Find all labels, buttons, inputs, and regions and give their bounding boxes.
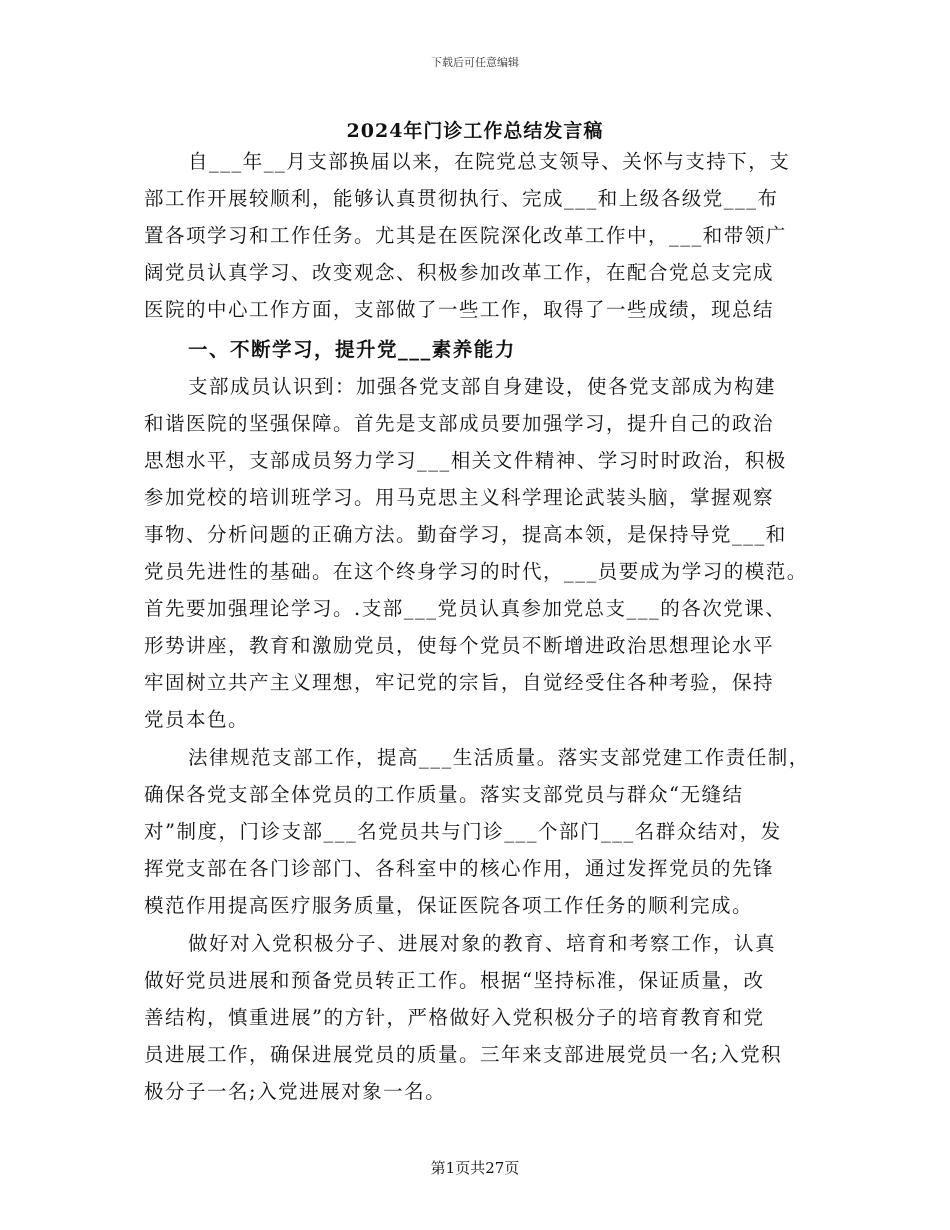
section-heading: 一、不断学习，提升党___素养能力 [188, 338, 516, 361]
paragraph-line: 员进展工作，确保进展党员的质量。三年来支部进展党员一名;入党积 [144, 1043, 783, 1066]
paragraph-line: 形势讲座，教育和激励党员，使每个党员不断增进政治思想理论水平 [144, 634, 775, 657]
paragraph-line: 做好党员进展和预备党员转正工作。根据“坚持标准，保证质量，改 [144, 969, 765, 992]
paragraph-line: 自___年__月支部换届以来，在院党总支领导、关怀与支持下，支 [188, 150, 791, 173]
paragraph-line: 模范作用提高医疗服务质量，保证医院各项工作任务的顺利完成。 [144, 894, 754, 917]
page-number-footer: 第1页共27页 [430, 1159, 520, 1177]
paragraph-line: 阔党员认真学习、改变观念、积极参加改革工作，在配合党总支完成 [144, 261, 775, 284]
paragraph-line: 置各项学习和工作任务。尤其是在医院深化改革工作中，___和带领广 [144, 224, 787, 247]
paragraph-line: 部工作开展较顺利，能够认真贯彻执行、完成___和上级各级党___布 [144, 187, 779, 210]
paragraph-line: 对”制度，门诊支部___名党员共与门诊___个部门___名群众结对，发 [144, 820, 782, 843]
paragraph-line: 支部成员认识到：加强各党支部自身建设，使各党支部成为构建 [188, 375, 777, 398]
paragraph-line: 党员本色。 [144, 708, 250, 731]
paragraph-line: 挥党支部在各门诊部门、各科室中的核心作用，通过发挥党员的先锋 [144, 857, 775, 880]
header-note: 下载后可任意编辑 [431, 56, 519, 69]
paragraph-line: 善结构，慎重进展”的方针，严格做好入党积极分子的培育教育和党 [144, 1006, 765, 1029]
paragraph-line: 参加党校的培训班学习。用马克思主义科学理论武装头脑，掌握观察 [144, 486, 775, 509]
paragraph-line: 确保各党支部全体党员的工作质量。落实支部党员与群众“无缝结 [144, 783, 744, 806]
paragraph-line: 医院的中心工作方面，支部做了一些工作，取得了一些成绩，现总结 [144, 298, 775, 321]
paragraph-line: 首先要加强理论学习。.支部___党员认真参加党总支___的各次党课、 [144, 597, 787, 620]
paragraph-line: 法律规范支部工作，提高___生活质量。落实支部党建工作责任制， [188, 746, 810, 769]
paragraph-line: 事物、分析问题的正确方法。勤奋学习，提高本领，是保持导党___和 [144, 523, 787, 546]
paragraph-line: 和谐医院的坚强保障。首先是支部成员要加强学习，提升自己的政治 [144, 412, 775, 435]
document-title: 2024年门诊工作总结发言稿 [346, 120, 604, 142]
paragraph-line: 思想水平，支部成员努力学习___相关文件精神、学习时时政治，积极 [144, 449, 787, 472]
paragraph-line: 极分子一名;入党进展对象一名。 [144, 1080, 447, 1103]
paragraph-line: 做好对入党积极分子、进展对象的教育、培育和考察工作，认真 [188, 932, 777, 955]
paragraph-line: 牢固树立共产主义理想，牢记党的宗旨，自觉经受住各种考验，保持 [144, 671, 775, 694]
paragraph-line: 党员先进性的基础。在这个终身学习的时代，___员要成为学习的模范。 [144, 560, 808, 583]
